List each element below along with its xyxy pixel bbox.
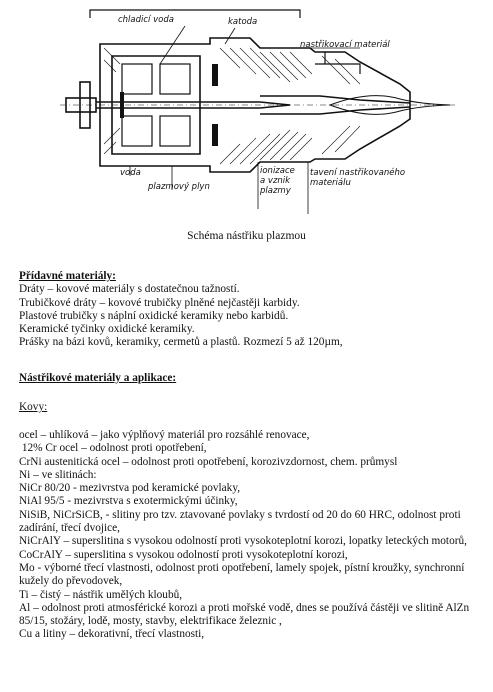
subsection-metals bbox=[19, 401, 481, 414]
list-item: Cu a litiny – dekorativní, třecí vlastnosti, bbox=[19, 628, 205, 641]
paragraph-line: Trubičkové dráty – kovové trubičky plněné nejčastěji karbidy. bbox=[19, 296, 300, 309]
label-ionization-2: a vznik bbox=[260, 176, 291, 186]
label-cathode: katoda bbox=[228, 17, 258, 27]
list-item: NiCrAlY – superslitina s vysokou odolností proti vysokoteplotní korozi, lopatky leteckých motorů, bbox=[19, 535, 467, 548]
list-item: Al – odolnost proti atmosférické korozi a proti mořské vodě, dnes se používá částěji ve slitině AlZn 85/15, stožáry, lodě, mosty, stavby, elektrifikace železnic , bbox=[19, 601, 470, 628]
list-item: NiCr 80/20 - mezivrstva pod keramické povlaky, bbox=[19, 482, 241, 495]
label-plasma-gas: plazmový plyn bbox=[148, 182, 210, 192]
label-ionization-1: ionizace bbox=[260, 166, 295, 176]
label-spray-material: nastřikovací materiál bbox=[300, 40, 390, 50]
list-item: Ni – ve slitinách: bbox=[19, 468, 97, 481]
plasma-spray-schematic bbox=[60, 4, 460, 226]
label-melting-2: materiálu bbox=[310, 178, 351, 188]
paragraph-line: Keramické tyčinky oxidické keramiky. bbox=[19, 323, 195, 336]
label-melting-1: tavení nastřikovaného bbox=[310, 168, 406, 178]
section-additive-materials bbox=[19, 270, 481, 350]
list-item: ocel – uhlíková – jako výplňový materiál pro rozsáhlé renovace, bbox=[19, 429, 310, 441]
list-item: CoCrAlY – superslitina s vysokou odolností proti vysokoteplotní korozi, bbox=[19, 548, 348, 561]
list-item: Ti – čistý – nástřik umělých kloubů, bbox=[19, 588, 183, 601]
paragraph-line: Dráty – kovové materiály s dostatečnou tažností. bbox=[19, 283, 240, 296]
metals-list bbox=[19, 429, 481, 642]
list-item: Mo - výborné třecí vlastnosti, odolnost proti opotřebení, lamely spojek, pístní kroužky, synchronní kužely do převodovek, bbox=[19, 561, 465, 588]
list-item: 12% Cr ocel – odolnost proti opotřebení, bbox=[19, 442, 207, 455]
section-spray-materials bbox=[19, 372, 481, 385]
section-heading: Nástřikové materiály a aplikace: bbox=[19, 372, 177, 384]
list-item: CrNi austenitická ocel – odolnost proti opotřebení, korozivzdornost, chem. průmysl bbox=[19, 455, 398, 468]
label-water: voda bbox=[120, 168, 141, 178]
paragraph-line: Plastové trubičky s náplní oxidické keramiky nebo karbidů. bbox=[19, 309, 289, 322]
list-item: NiAl 95/5 - mezivrstva s exotermickými účinky, bbox=[19, 495, 238, 508]
section-heading: Přídavné materiály: bbox=[19, 270, 116, 282]
figure-caption: Schéma nástřiku plazmou bbox=[187, 230, 306, 242]
label-ionization-3: plazmy bbox=[260, 186, 291, 196]
label-cooling-water: chladicí voda bbox=[118, 15, 174, 25]
list-item: NiSiB, NiCrSiCB, - slitiny pro tzv. ztavované povlaky s tvrdostí od 20 do 60 HRC, odolnost proti zadírání, třecí dvojice, bbox=[19, 508, 461, 535]
subsection-heading: Kovy: bbox=[19, 401, 48, 413]
paragraph-line: Prášky na bázi kovů, keramiky, cermetů a plastů. Rozmezí 5 až 120µm, bbox=[19, 336, 343, 349]
